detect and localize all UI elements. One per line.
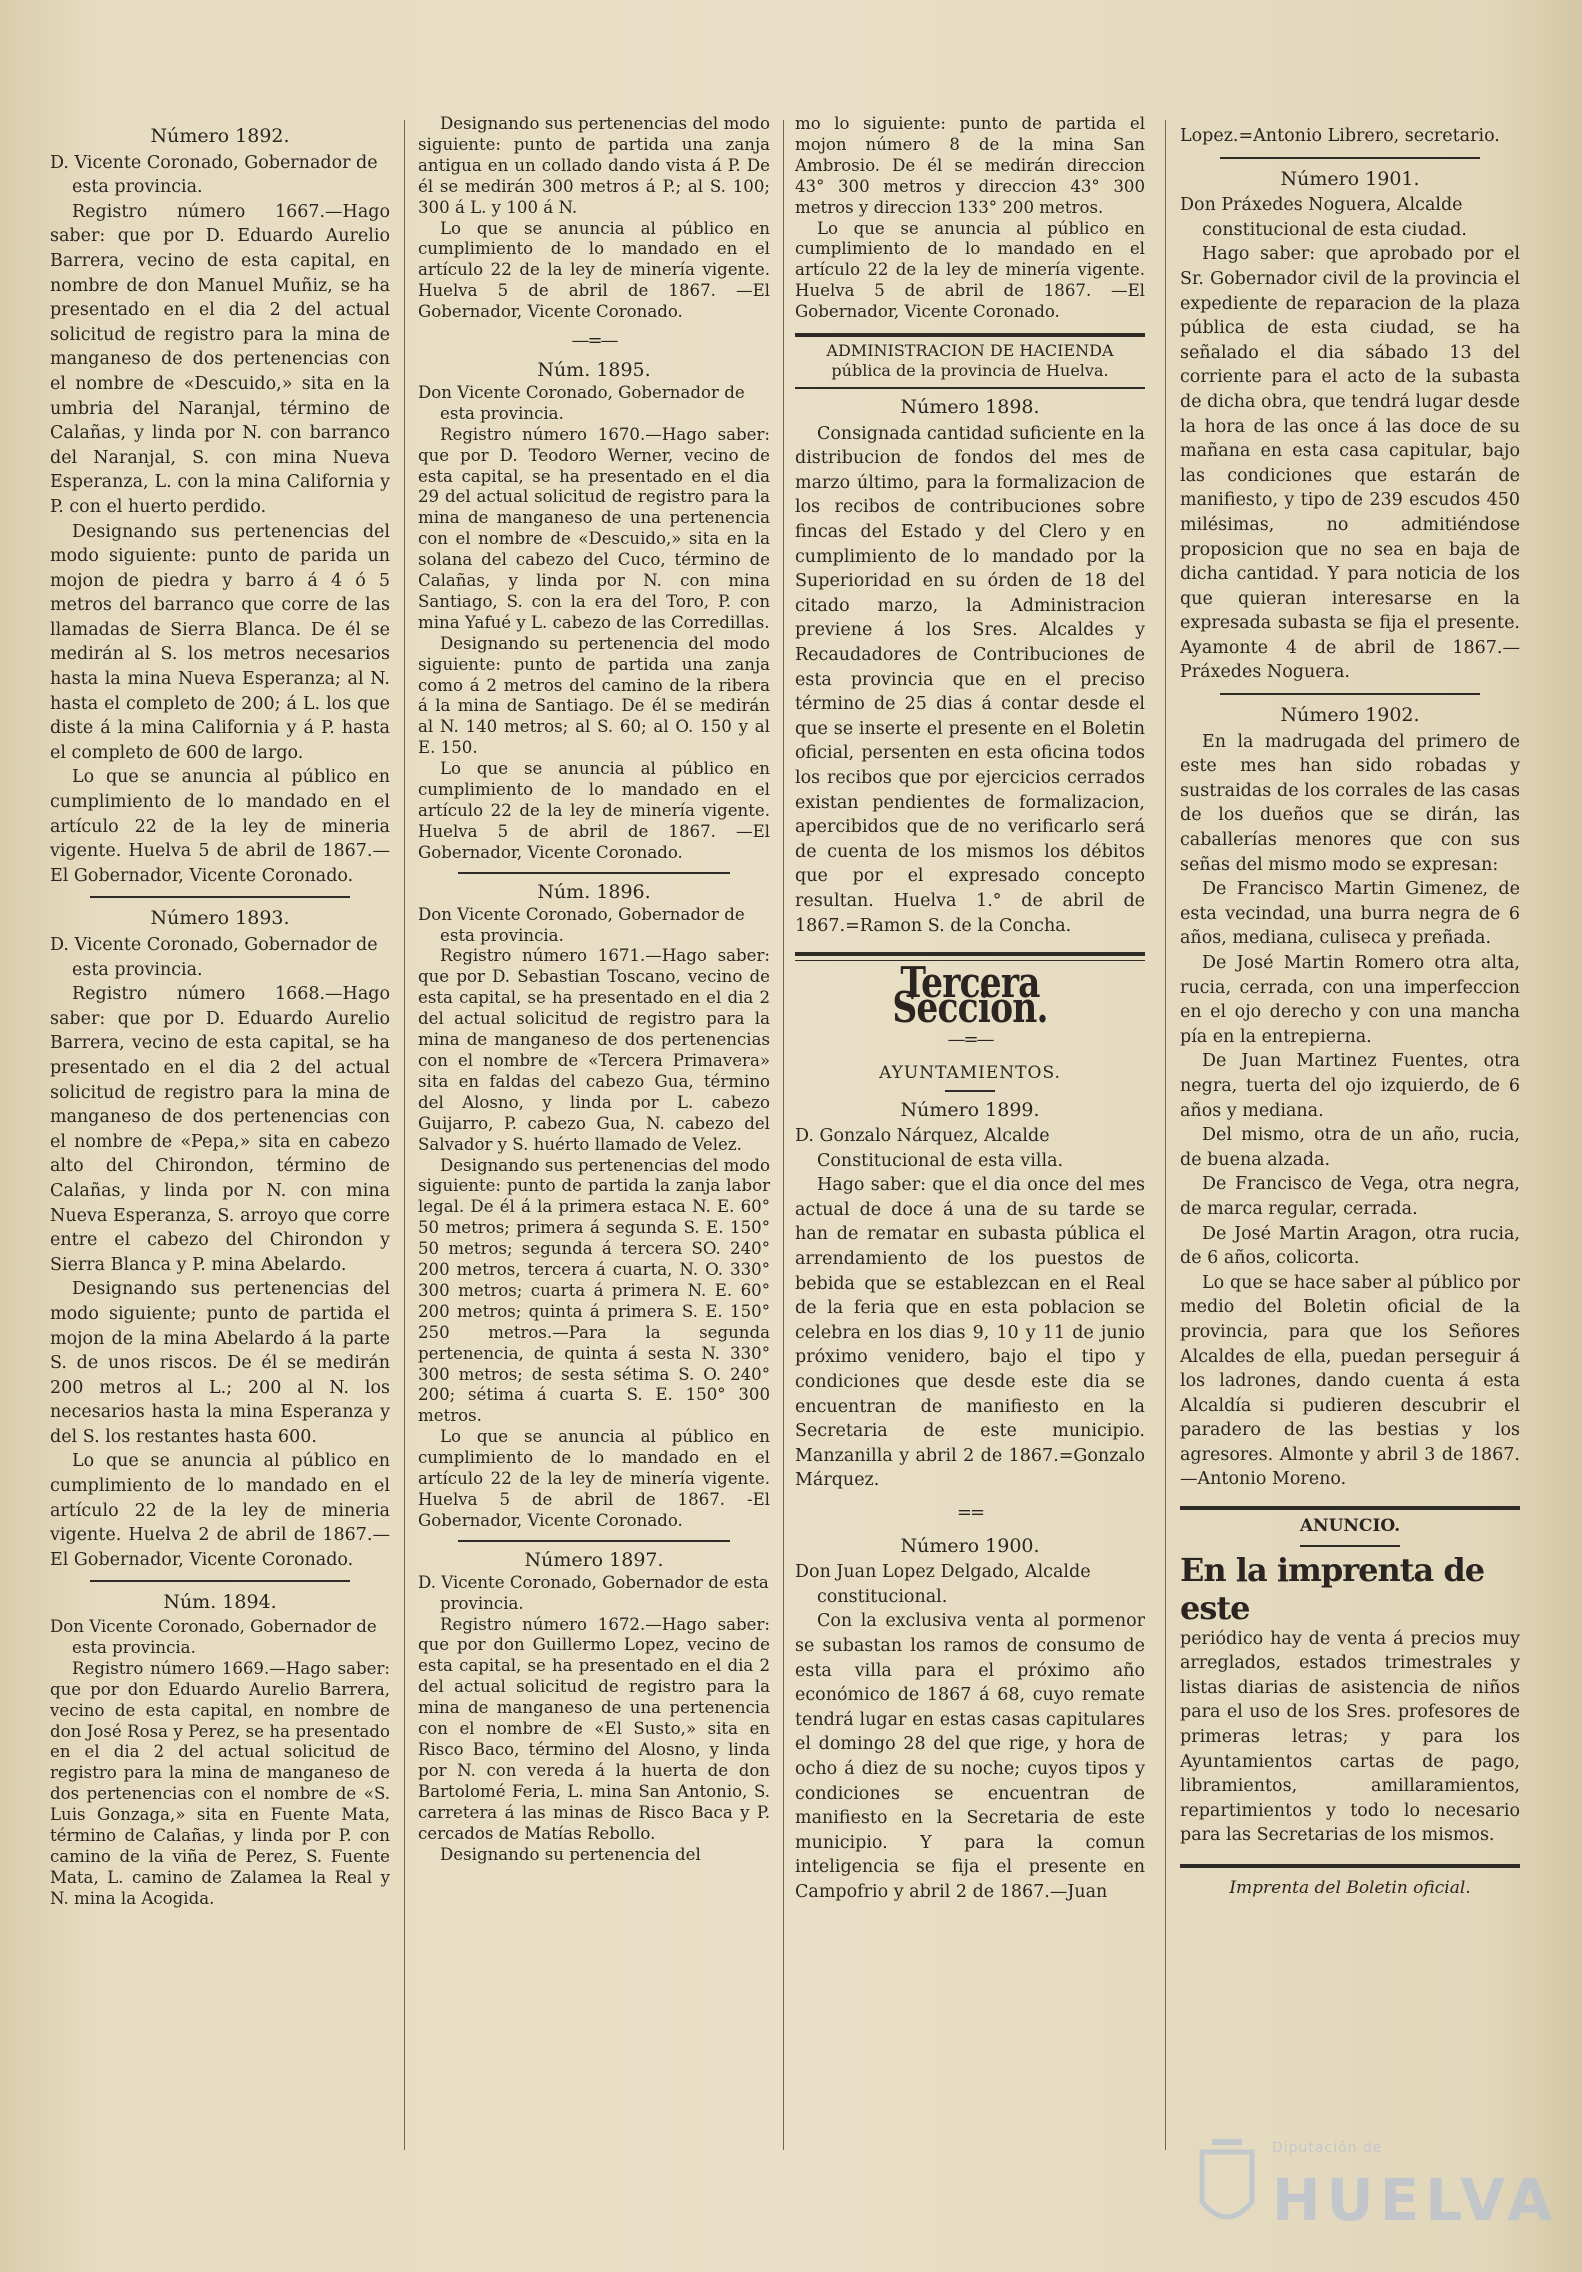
- archive-watermark: [1192, 2132, 1559, 2252]
- notice-issuer: Don Vicente Coronado, Gobernador de esta provincia.: [418, 904, 745, 945]
- notice-body: Lo que se hace saber al público por medio del Boletin oficial de la provincia, para que los Señores Alcaldes de ella, puedan perseguir á los ladrones, dando cuenta á esta Alcaldía si pudieren descubrir el paradero de las bestias y los agresores. Almonte y abril 3 de 1867.—Antonio Moreno.: [1180, 1272, 1520, 1490]
- notice-heading: Número 1897.: [524, 1548, 664, 1571]
- section-rule: [795, 387, 1145, 389]
- column-divider: [783, 120, 784, 2150]
- notice-body: Lo que se anuncia al público en cumplimiento de lo mandado en el artículo 22 de la ley de minería vigente. Huelva 5 de abril de 1867. —El Gobernador, Vicente Coronado.: [795, 218, 1145, 322]
- notice-body: De Juan Martinez Fuentes, otra negra, tuerta del ojo izquierdo, de 6 años y mediana.: [1180, 1051, 1520, 1121]
- section-rule: [90, 896, 350, 898]
- notice-body: Hago saber: que el dia once del mes actual de doce á una de su tarde se han de rematar en subasta pública el arrendamiento de los puestos de bebida que se establezcan en el Real de la feria que en esta poblacion se celebra en los dias 9, 10 y 11 de junio próximo venidero, bajo el tipo y condiciones que desde este dia se encuentran de manifiesto en la Secretaria de este municipio. Manzanilla y abril 2 de 1867.=Gonzalo Márquez.: [795, 1175, 1145, 1491]
- notice-body: Designando su pertenencia del: [440, 1844, 701, 1864]
- notice-heading: Núm. 1895.: [537, 358, 651, 381]
- section-header: ADMINISTRACION DE HACIENDA: [826, 341, 1114, 361]
- notice-body: De Francisco de Vega, otra negra, de marca regular, cerrada.: [1180, 1174, 1520, 1219]
- notice-heading: Número 1898.: [900, 396, 1040, 419]
- heavy-rule: [795, 333, 1145, 337]
- section-rule: [90, 1580, 350, 1582]
- section-header: AYUNTAMIENTOS.: [879, 1062, 1061, 1083]
- notice-heading: Núm. 1896.: [537, 880, 651, 903]
- notice-heading: Número 1892.: [150, 125, 290, 147]
- notice-body: mo lo siguiente: punto de partida el mojon número 8 de la mina San Ambrosio. De él se medirán direccion 43° 300 metros y direccion 43° 300 metros y direccion 133° 200 metros.: [795, 114, 1145, 217]
- notice-body: Designando sus pertenencias del modo siguiente; punto de partida el mojon de la mina Abelardo á la parte S. de unos riscos. De él se medirán 200 metros al L.; 200 al N. los necesarios hasta la mina Esperanza y del S. los restantes hasta 600.: [50, 1279, 390, 1447]
- section-rule: [1220, 693, 1480, 695]
- notice-body: Registro número 1671.—Hago saber: que por D. Sebastian Toscano, vecino de esta capital, se ha presentado en el dia 2 del actual solicitud de registro para la mina de manganeso de dos pertenencias con el nombre de «Tercera Primavera» sita en faldas del cabezo Gua, término del Alosno, y linda por L. cabezo Guijarro, P. cabezo Gua, N. cabezo del Salvador y S. huérto llamado de Velez.: [418, 946, 770, 1154]
- notice-heading: Número 1899.: [900, 1098, 1040, 1121]
- notice-heading: Número 1902.: [1280, 704, 1420, 727]
- notice-issuer: D. Gonzalo Nárquez, Alcalde Constitucional de esta villa.: [795, 1126, 1064, 1171]
- column-3: [795, 114, 1145, 1905]
- notice-body: Lo que se anuncia al público en cumplimiento de lo mandado en el artículo 22 de la ley de minería vigente. Huelva 5 de abril de 1867. -El Gobernador, Vicente Coronado.: [418, 1427, 770, 1530]
- watermark-caption: Diputación de: [1272, 2140, 1383, 2156]
- notice-issuer: Don Práxedes Noguera, Alcalde constitucional de esta ciudad.: [1180, 195, 1467, 240]
- section-title: Tercera Seccion.: [892, 958, 1048, 1032]
- notice-body: De Francisco Martin Gimenez, de esta vecindad, una burra negra de 6 años, mediana, culiseca y preñada.: [1180, 879, 1520, 949]
- heavy-rule: [1180, 1506, 1520, 1510]
- notice-body: De José Martin Aragon, otra rucia, de 6 años, colicorta.: [1180, 1223, 1520, 1269]
- crest-icon: [1192, 2132, 1262, 2242]
- notice-body: Consignada cantidad suficiente en la distribucion de fondos del mes de marzo último, para la formalizacion de los recibos de contribuciones sobre fincas del Estado y del Clero y en cumplimiento de lo mandado por la Superioridad en su órden de 18 del citado marzo, la Administracion previene á los Sres. Alcaldes y Recaudadores de Contribuciones de esta provincia que en el preciso término de 25 dias á contar desde el que se inserte el presente en el Boletin oficial, persenten en esta oficina todos los recibos que por ejercicios cerrados existan pendientes de formalizacion, apercibidos que de no verificarlo será de cuenta de los mismos los débitos que por el expresado concepto resultan. Huelva 1.° de abril de 1867.=Ramon S. de la Concha.: [795, 423, 1145, 936]
- advert-headline: En la imprenta de este: [1180, 1550, 1485, 1627]
- notice-body: Del mismo, otra de un año, rucia, de buena alzada.: [1180, 1125, 1520, 1170]
- notice-body: Registro número 1670.—Hago saber: que por D. Teodoro Werner, vecino de esta capital, se ha presentado en el dia 29 del actual solicitud de registro para la mina de manganeso de una pertenencia con el nombre de «Descuido,» sita en la solana del cabezo del Cuco, término de Calañas, y linda por N. con mina Santiago, S. con la era del Toro, P. con mina Yafué y L. cabezo de las Corredillas.: [418, 424, 770, 632]
- notice-heading: Número 1901.: [1280, 167, 1420, 190]
- notice-issuer: Don Vicente Coronado, Gobernador de esta provincia.: [418, 382, 745, 423]
- section-subheader: pública de la provincia de Huelva.: [831, 361, 1109, 381]
- notice-body: Hago saber: que aprobado por el Sr. Gobernador civil de la provincia el expediente de reparacion de la plaza pública de esta ciudad, se ha señalado el dia sábado 13 del corriente para el acto de la subasta de dicha obra, que tendrá lugar desde la hora de las once á las doce de su mañana en esta casa capitular, bajo las condiciones que estarán de manifiesto, y tipo de 239 escudos 450 milésimas, no admitiéndose proposicion que no sea en baja de dicha cantidad. Y para noticia de los que quieran interesarse en la expresada subasta se fija el presente. Ayamonte 4 de abril de 1867.—Práxedes Noguera.: [1180, 244, 1520, 683]
- notice-body: En la madrugada del primero de este mes han sido robadas y sustraidas de los corrales de las casas de los dueños que se dirán, las caballerías menores que con sus señas del mismo modo se expresan:: [1180, 731, 1520, 875]
- notice-body: Designando su pertenencia del modo siguiente: punto de partida una zanja como á 2 metros del camino de la ribera á la mina de Santiago. De él se medirán al N. 140 metros; al S. 60; al O. 150 y al E. 150.: [418, 633, 770, 758]
- section-rule: [945, 1090, 995, 1092]
- heavy-rule: [795, 952, 1145, 956]
- notice-body: Registro número 1667.—Hago saber: que por D. Eduardo Aurelio Barrera, vecino de esta capital, en nombre de don Manuel Muñiz, se ha presentado en el dia 2 del actual solicitud de registro para la mina de manganeso de dos pertenencias con el nombre de «Descuido,» sita en la umbria del Naranjal, término de Calañas, y linda por N. con barranco del Naranjal, S. con mina Nueva Esperanza, L. con la mina California y P. con el huerto perdido.: [50, 201, 390, 517]
- section-rule: [458, 872, 730, 874]
- column-2: [418, 114, 770, 1865]
- column-4: [1180, 124, 1520, 1901]
- notice-body: Lo que se anuncia al público en cumplimiento de lo mandado en el artículo 22 de la ley de mineria vigente. Huelva 2 de abril de 1867.—El Gobernador, Vicente Coronado.: [50, 1451, 390, 1570]
- notice-body: Lopez.=Antonio Librero, secretario.: [1180, 126, 1500, 146]
- notice-heading: Número 1900.: [900, 1534, 1040, 1557]
- notice-body: Designando sus pertenencias del modo siguiente: punto de partida una zanja antigua en un collado dando vista á P. De él se medirán 300 metros á P.; al S. 100; 300 á L. y 100 á N.: [418, 114, 770, 217]
- notice-heading: Núm. 1894.: [163, 1591, 277, 1614]
- notice-body: Registro número 1669.—Hago saber: que por don Eduardo Aurelio Barrera, vecino de esta capital, en nombre de don José Rosa y Perez, se ha presentado en el dia 2 del actual solicitud de registro para la mina de manganeso de dos pertenencias con el nombre de «S. Luis Gonzaga,» sita en Fuente Mata, término de Calañas, y linda por P. con camino de la viña de Perez, S. Fuente Mata, L. camino de Zalamea la Real y N. mina la Acogida.: [50, 1658, 390, 1908]
- column-divider: [404, 120, 405, 2150]
- advert-body: periódico hay de venta á precios muy arreglados, estados trimestrales y listas diarias de asistencia de niños para el uso de los Sres. profesores de primeras letras; y para los Ayuntamientos cartas de pago, libramientos, amillaramientos, repartimientos y todo lo necesario para las Secretarias de los mismos.: [1180, 1628, 1520, 1846]
- notice-body: Designando sus pertenencias del modo siguiente: punto de partida la zanja labor legal. De él á la primera estaca N. E. 60° 50 metros; primera á segunda S. E. 150° 50 metros; segunda á tercera SO. 240° 200 metros, tercera á cuarta, N. O. 330° 300 metros; cuarta á primera N. E. 60° 200 metros; quinta á primera S. E. 150° 250 metros.—Para la segunda pertenencia, de quinta á sesta N. 330° 300 metros; de sesta sétima S. O. 240° 200; sétima á cuarta S. E. 150° 300 metros.: [418, 1155, 770, 1426]
- ornament-divider: ==: [956, 1502, 984, 1523]
- notice-body: De José Martin Romero otra alta, rucia, cerrada, con una imperfeccion en el ojo derecho y con una mancha pía en la entrepierna.: [1180, 953, 1520, 1047]
- notice-issuer: D. Vicente Coronado, Gobernador de esta provincia.: [418, 1572, 769, 1613]
- printer-imprint: Imprenta del Boletin oficial.: [1229, 1878, 1471, 1898]
- notice-issuer: Don Juan Lopez Delgado, Alcalde constitucional.: [795, 1562, 1091, 1607]
- notice-issuer: Don Vicente Coronado, Gobernador de esta provincia.: [50, 1617, 377, 1657]
- section-rule: [1220, 157, 1480, 159]
- notice-body: Lo que se anuncia al público en cumplimiento de lo mandado en el artículo 22 de la ley de minería vigente. Huelva 5 de abril de 1867. —El Gobernador, Vicente Coronado.: [418, 218, 770, 322]
- heavy-rule: [1180, 1864, 1520, 1868]
- section-header: ANUNCIO.: [1299, 1516, 1401, 1537]
- column-divider: [1165, 120, 1166, 2150]
- notice-issuer: D. Vicente Coronado, Gobernador de esta provincia.: [50, 152, 378, 198]
- notice-body: Lo que se anuncia al público en cumplimiento de lo mandado en el artículo 22 de la ley de minería vigente. Huelva 5 de abril de 1867. —El Gobernador, Vicente Coronado.: [418, 759, 770, 862]
- notice-body: Con la exclusiva venta al pormenor se subastan los ramos de consumo de esta villa para el próximo año económico de 1867 á 68, cuyo remate tendrá lugar en estas casas capitulares el domingo 28 del que rige, y hora de ocho á diez de su noche; cuyos tipos y condiciones se encuentran de manifiesto en la Secretaria de este municipio. Y para la comun inteligencia se fija el presente en Campofrio y abril 2 de 1867.—Juan: [795, 1611, 1145, 1902]
- section-rule: [1300, 1545, 1400, 1547]
- watermark-text: HUELVA: [1272, 2166, 1559, 2234]
- notice-heading: Número 1893.: [150, 907, 290, 930]
- column-1: [50, 118, 390, 1910]
- ornament-divider: —=—: [571, 330, 617, 352]
- notice-issuer: D. Vicente Coronado, Gobernador de esta provincia.: [50, 935, 378, 980]
- section-rule: [458, 1540, 730, 1542]
- notice-body: Registro número 1672.—Hago saber: que por don Guillermo Lopez, vecino de esta capital, se ha presentado en el dia 2 del actual solicitud de registro para la mina de manganeso de una pertenencia con el nombre de «El Susto,» sita en Risco Baco, término del Alosno, y linda por N. con vereda á la huerta de don Bartolomé Feria, L. mina San Antonio, S. carretera á las minas de Risco Baca y P. cercados de Matías Rebollo.: [418, 1614, 770, 1843]
- notice-body: Lo que se anuncia al público en cumplimiento de lo mandado en el artículo 22 de la ley de mineria vigente. Huelva 5 de abril de 1867.—El Gobernador, Vicente Coronado.: [50, 767, 390, 886]
- ornament-divider: —=—: [947, 1029, 993, 1051]
- notice-body: Registro número 1668.—Hago saber: que por D. Eduardo Aurelio Barrera, vecino de esta capital, se ha presentado en el dia 2 del actual solicitud de registro para la mina de manganeso de dos pertenencias con el nombre de «Pepa,» sita en cabezo alto del Chirondon, término de Calañas, y linda por N. con mina Nueva Esperanza, S. arroyo que corre entre el cabezo del Chirondon y Sierra Blanca y P. mina Abelardo.: [50, 984, 390, 1275]
- notice-body: Designando sus pertenencias del modo siguiente: punto de parida un mojon de piedra y barro á 4 ó 5 metros del barranco que corre de las llamadas de Sierra Blanca. De él se medirán al S. los metros necesarios hasta la mina Nueva Esperanza; al N. hasta el completo de 200; á L. los que diste á la mina California y á P. hasta el completo de 600 de largo.: [50, 521, 390, 763]
